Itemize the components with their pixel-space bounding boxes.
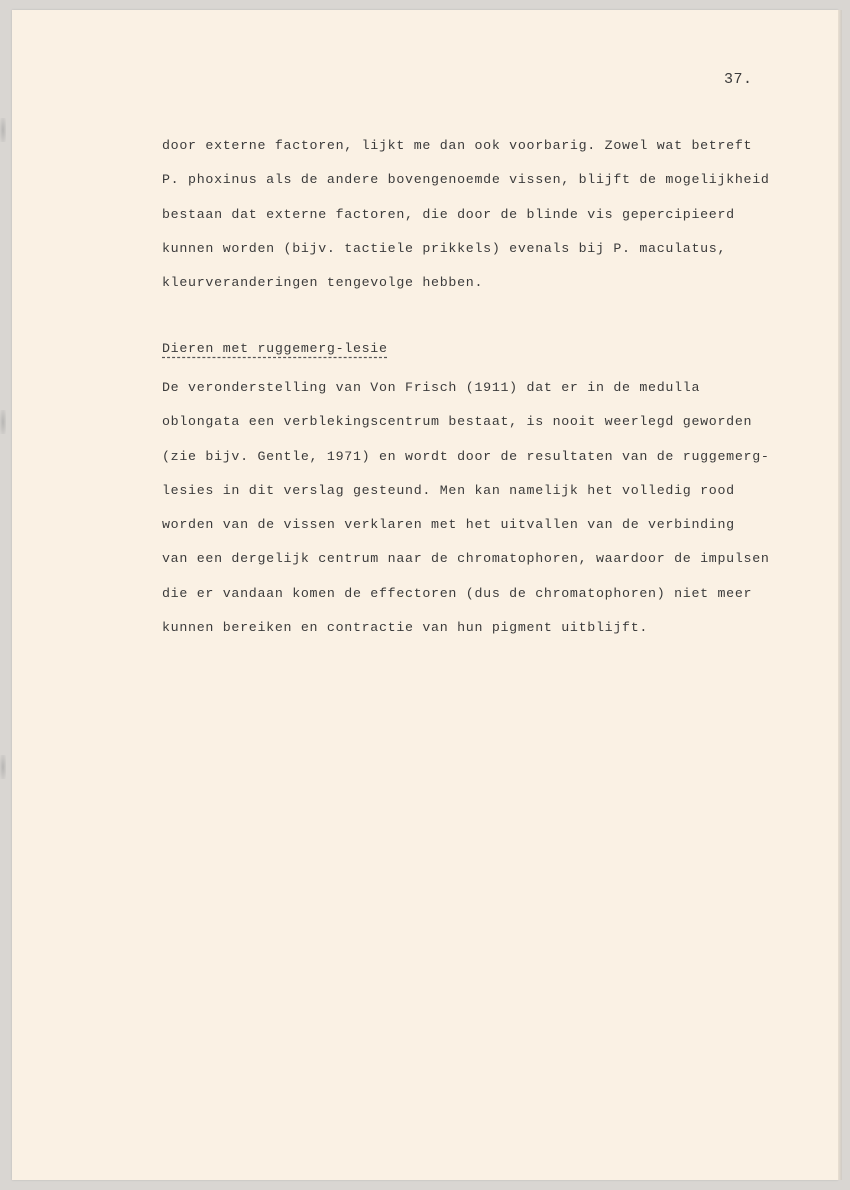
paragraph-1 — [162, 134, 812, 305]
scan-speck — [0, 755, 6, 779]
section-heading: Dieren met ruggemerg-lesie — [162, 341, 388, 356]
text-line: kunnen bereiken en contractie van hun pigment uitblijft. — [162, 620, 649, 636]
text-line: De veronderstelling van Von Frisch (1911) dat er in de medulla — [162, 380, 701, 395]
text-line: P. phoxinus als de andere bovengenoemde vissen, blijft de mogelijkheid — [162, 172, 770, 188]
text-line: oblongata een verblekingscentrum bestaat, is nooit weerlegd geworden — [162, 414, 753, 430]
text-line: van een dergelijk centrum naar de chromatophoren, waardoor de impulsen — [162, 551, 770, 567]
scan-speck — [0, 410, 6, 434]
page-number: 37. — [724, 71, 753, 88]
text-line: worden van de vissen verklaren met het uitvallen van de verbinding — [162, 517, 735, 533]
text-line: bestaan dat externe factoren, die door de blinde vis gepercipieerd — [162, 206, 735, 222]
text-line: kunnen worden (bijv. tactiele prikkels) evenals bij P. maculatus, — [162, 240, 727, 256]
text-line: (zie bijv. Gentle, 1971) en wordt door de resultaten van de ruggemerg- — [162, 448, 770, 464]
text-line: kleurveranderingen tengevolge hebben. — [162, 275, 484, 291]
text-line: door externe factoren, lijkt me dan ook voorbarig. Zowel wat betreft — [162, 138, 753, 153]
paragraph-2 — [162, 376, 812, 650]
scan-speck — [0, 118, 6, 142]
text-line: die er vandaan komen de effectoren (dus de chromatophoren) niet meer — [162, 585, 753, 601]
text-line: lesies in dit verslag gesteund. Men kan namelijk het volledig rood — [162, 482, 735, 498]
